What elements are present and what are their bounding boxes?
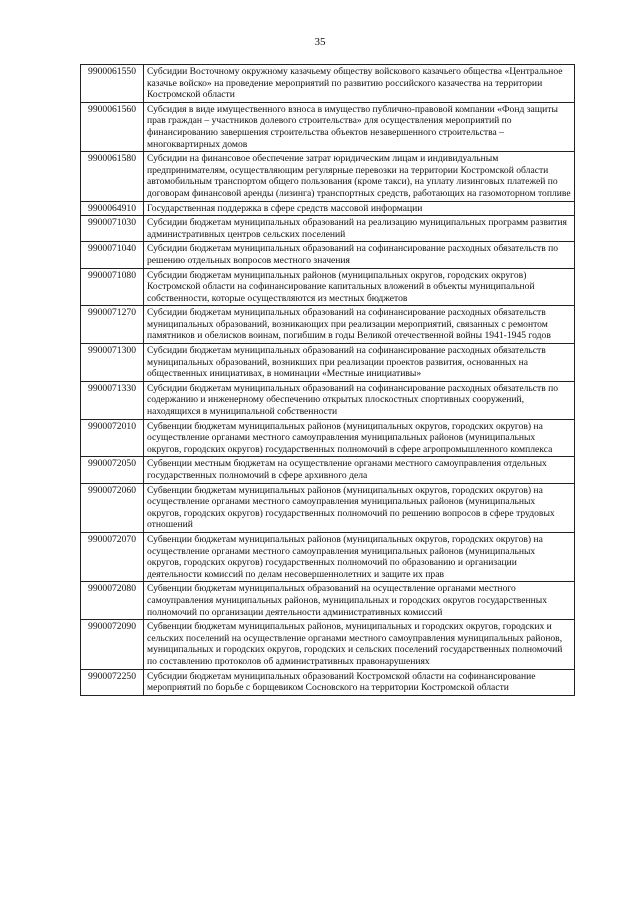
table-row (81, 268, 575, 306)
description-cell: Государственная поддержка в сфере средств массовой информации (144, 201, 575, 216)
description-cell: Субсидии бюджетам муниципальных образований на софинансирование расходных обязательств муниципальных образований, возникающих при реализации мероприятий, связанных с ремонтом памятников и обелисков воинам, погибшим в годы Великой отечественной войны 1941-1945 годов (144, 306, 575, 344)
description-cell: Субсидия в виде имущественного взноса в имущество публично-правовой компании «Фонд защиты прав граждан – участников долевого строительства» для осуществления мероприятий по финансированию завершения строительства объектов незавершенного строительства – многоквартирных домов (144, 102, 575, 151)
code-cell: 9900061560 (81, 102, 144, 151)
table-row (81, 306, 575, 344)
table-row (81, 582, 575, 620)
table-row (81, 669, 575, 695)
table-row (81, 216, 575, 242)
table-row (81, 620, 575, 669)
description-cell: Субсидии бюджетам муниципальных образований на софинансирование расходных обязательств муниципальных образований, возникших при реализации проектов развития, основанных на общественных инициативах, в номинации «Местные инициативы» (144, 344, 575, 382)
description-cell: Субсидии на финансовое обеспечение затрат юридическим лицам и индивидуальным предпринимателям, осуществляющим регулярные перевозки на территории Костромской области автомобильным транспортом общего пользования (кроме такси), на уплату лизинговых платежей по договорам финансовой аренды (лизинга) транспортных средств, работающих на газомоторном топливе (144, 152, 575, 201)
code-cell: 9900071330 (81, 381, 144, 419)
description-cell: Субсидии бюджетам муниципальных районов (муниципальных округов, городских округов) Костромской области на софинансирование капитальных вложений в объекты муниципальной собственности, которые осуществляются из местных бюджетов (144, 268, 575, 306)
description-cell: Субвенции бюджетам муниципальных районов (муниципальных округов, городских округов) на осуществление органами местного самоуправления муниципальных районов (муниципальных округов, городских округов) государственных полномочий по образованию и организации деятельности комиссий по делам несовершеннолетних и защите их прав (144, 532, 575, 581)
code-cell: 9900071080 (81, 268, 144, 306)
table-row (81, 242, 575, 268)
code-cell: 9900072090 (81, 620, 144, 669)
code-cell: 9900071040 (81, 242, 144, 268)
description-cell: Субсидии бюджетам муниципальных образований на реализацию муниципальных программ развития административных центров сельских поселений (144, 216, 575, 242)
table-row (81, 457, 575, 483)
table-row (81, 65, 575, 103)
description-cell: Субвенции местным бюджетам на осуществление органами местного самоуправления отдельных государственных полномочий в сфере архивного дела (144, 457, 575, 483)
page-number: 35 (314, 36, 326, 48)
code-cell: 9900071300 (81, 344, 144, 382)
budget-code-table (80, 64, 575, 696)
description-cell: Субсидии бюджетам муниципальных образований на софинансирование расходных обязательств по содержанию и инженерному обеспечению открытых плоскостных спортивных сооружений, находящихся в муниципальной собственности (144, 381, 575, 419)
table-row (81, 381, 575, 419)
code-cell: 9900064910 (81, 201, 144, 216)
code-cell: 9900072010 (81, 419, 144, 457)
code-cell: 9900072060 (81, 483, 144, 532)
code-cell: 9900072250 (81, 669, 144, 695)
code-cell: 9900072070 (81, 532, 144, 581)
description-cell: Субвенции бюджетам муниципальных районов (муниципальных округов, городских округов) на осуществление органами местного самоуправления муниципальных районов (муниципальных округов, городских округов) государственных полномочий в сфере агропромышленного комплекса (144, 419, 575, 457)
description-cell: Субвенции бюджетам муниципальных районов (муниципальных округов, городских округов) на осуществление органами местного самоуправления муниципальных районов (муниципальных округов, городских округов) государственных полномочий по решению вопросов в сфере трудовых отношений (144, 483, 575, 532)
table-row (81, 201, 575, 216)
description-cell: Субсидии бюджетам муниципальных образований Костромской области на софинансирование мероприятий по борьбе с борщевиком Сосновского на территории Костромской области (144, 669, 575, 695)
code-cell: 9900061580 (81, 152, 144, 201)
description-cell: Субсидии Восточному окружному казачьему обществу войскового казачьего общества «Центральное казачье войско» на проведение мероприятий по развитию российского казачества на территории Костромской области (144, 65, 575, 103)
table-row (81, 344, 575, 382)
table-row (81, 419, 575, 457)
description-cell: Субсидии бюджетам муниципальных образований на софинансирование расходных обязательств по решению отдельных вопросов местного значения (144, 242, 575, 268)
description-cell: Субвенции бюджетам муниципальных районов, муниципальных и городских округов, городских и сельских поселений на осуществление органами местного самоуправления муниципальных районов, муниципальных и городских округов, городских и сельских поселений государственных полномочий по составлению протоколов об административных правонарушениях (144, 620, 575, 669)
table-row (81, 483, 575, 532)
code-cell: 9900061550 (81, 65, 144, 103)
description-cell: Субвенции бюджетам муниципальных образований на осуществление органами местного самоуправления муниципальных районов, муниципальных и городских округов государственных полномочий по организации деятельности административных комиссий (144, 582, 575, 620)
code-cell: 9900071270 (81, 306, 144, 344)
code-cell: 9900072050 (81, 457, 144, 483)
table-row (81, 532, 575, 581)
table-row (81, 102, 575, 151)
code-cell: 9900072080 (81, 582, 144, 620)
table-body (81, 65, 575, 696)
table-row (81, 152, 575, 201)
code-cell: 9900071030 (81, 216, 144, 242)
